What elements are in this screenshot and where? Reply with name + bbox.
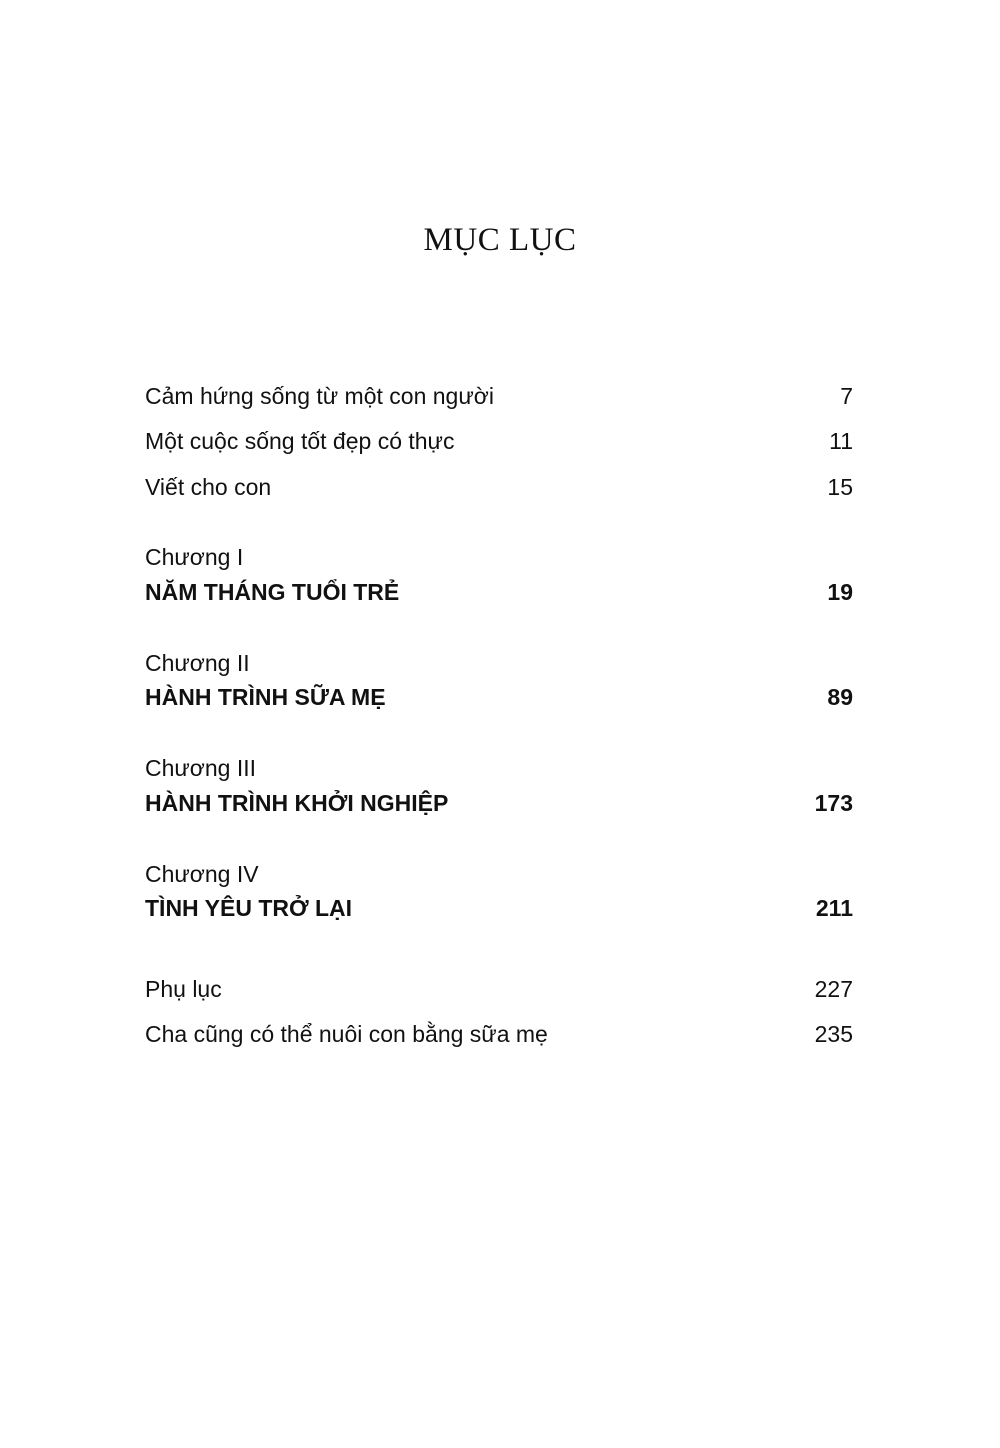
chapter-entry[interactable] bbox=[145, 681, 853, 713]
chapter-label: Chương III bbox=[145, 755, 257, 781]
toc-entry[interactable] bbox=[145, 973, 853, 1005]
toc-entry-page: 11 bbox=[829, 428, 853, 454]
chapter-page: 89 bbox=[827, 684, 853, 710]
chapter-title: HÀNH TRÌNH SỮA MẸ bbox=[145, 684, 386, 710]
chapter-entry[interactable] bbox=[145, 787, 853, 819]
toc-entry-page: 227 bbox=[814, 976, 853, 1002]
chapter-label: Chương II bbox=[145, 650, 250, 676]
toc-entry-page: 7 bbox=[840, 383, 853, 409]
toc-entry[interactable] bbox=[145, 471, 853, 503]
toc-entry[interactable] bbox=[145, 1018, 853, 1050]
toc-entry-title: Một cuộc sống tốt đẹp có thực bbox=[145, 428, 455, 454]
chapter-label: Chương IV bbox=[145, 861, 259, 887]
toc-entry[interactable] bbox=[145, 425, 853, 457]
chapter-title: NĂM THÁNG TUỔI TRẺ bbox=[145, 579, 400, 605]
chapter-title: TÌNH YÊU TRỞ LẠI bbox=[145, 895, 353, 921]
toc-entry-page: 235 bbox=[814, 1021, 853, 1047]
chapter-page: 173 bbox=[814, 790, 853, 816]
toc-entry-title: Cha cũng có thể nuôi con bằng sữa mẹ bbox=[145, 1021, 548, 1047]
page-title: MỤC LỤC bbox=[423, 222, 577, 258]
toc-entry-title: Phụ lục bbox=[145, 976, 222, 1002]
chapter-title: HÀNH TRÌNH KHỞI NGHIỆP bbox=[145, 790, 449, 816]
chapter-page: 19 bbox=[827, 579, 853, 605]
toc-entry-title: Cảm hứng sống từ một con người bbox=[145, 383, 494, 409]
toc-entry-page: 15 bbox=[827, 474, 853, 500]
chapter-entry[interactable] bbox=[145, 892, 853, 924]
chapter-entry[interactable] bbox=[145, 576, 853, 608]
chapter-page: 211 bbox=[815, 895, 853, 921]
toc-entry-title: Viết cho con bbox=[145, 474, 272, 500]
toc-entry[interactable] bbox=[145, 380, 853, 412]
chapter-label: Chương I bbox=[145, 544, 244, 570]
